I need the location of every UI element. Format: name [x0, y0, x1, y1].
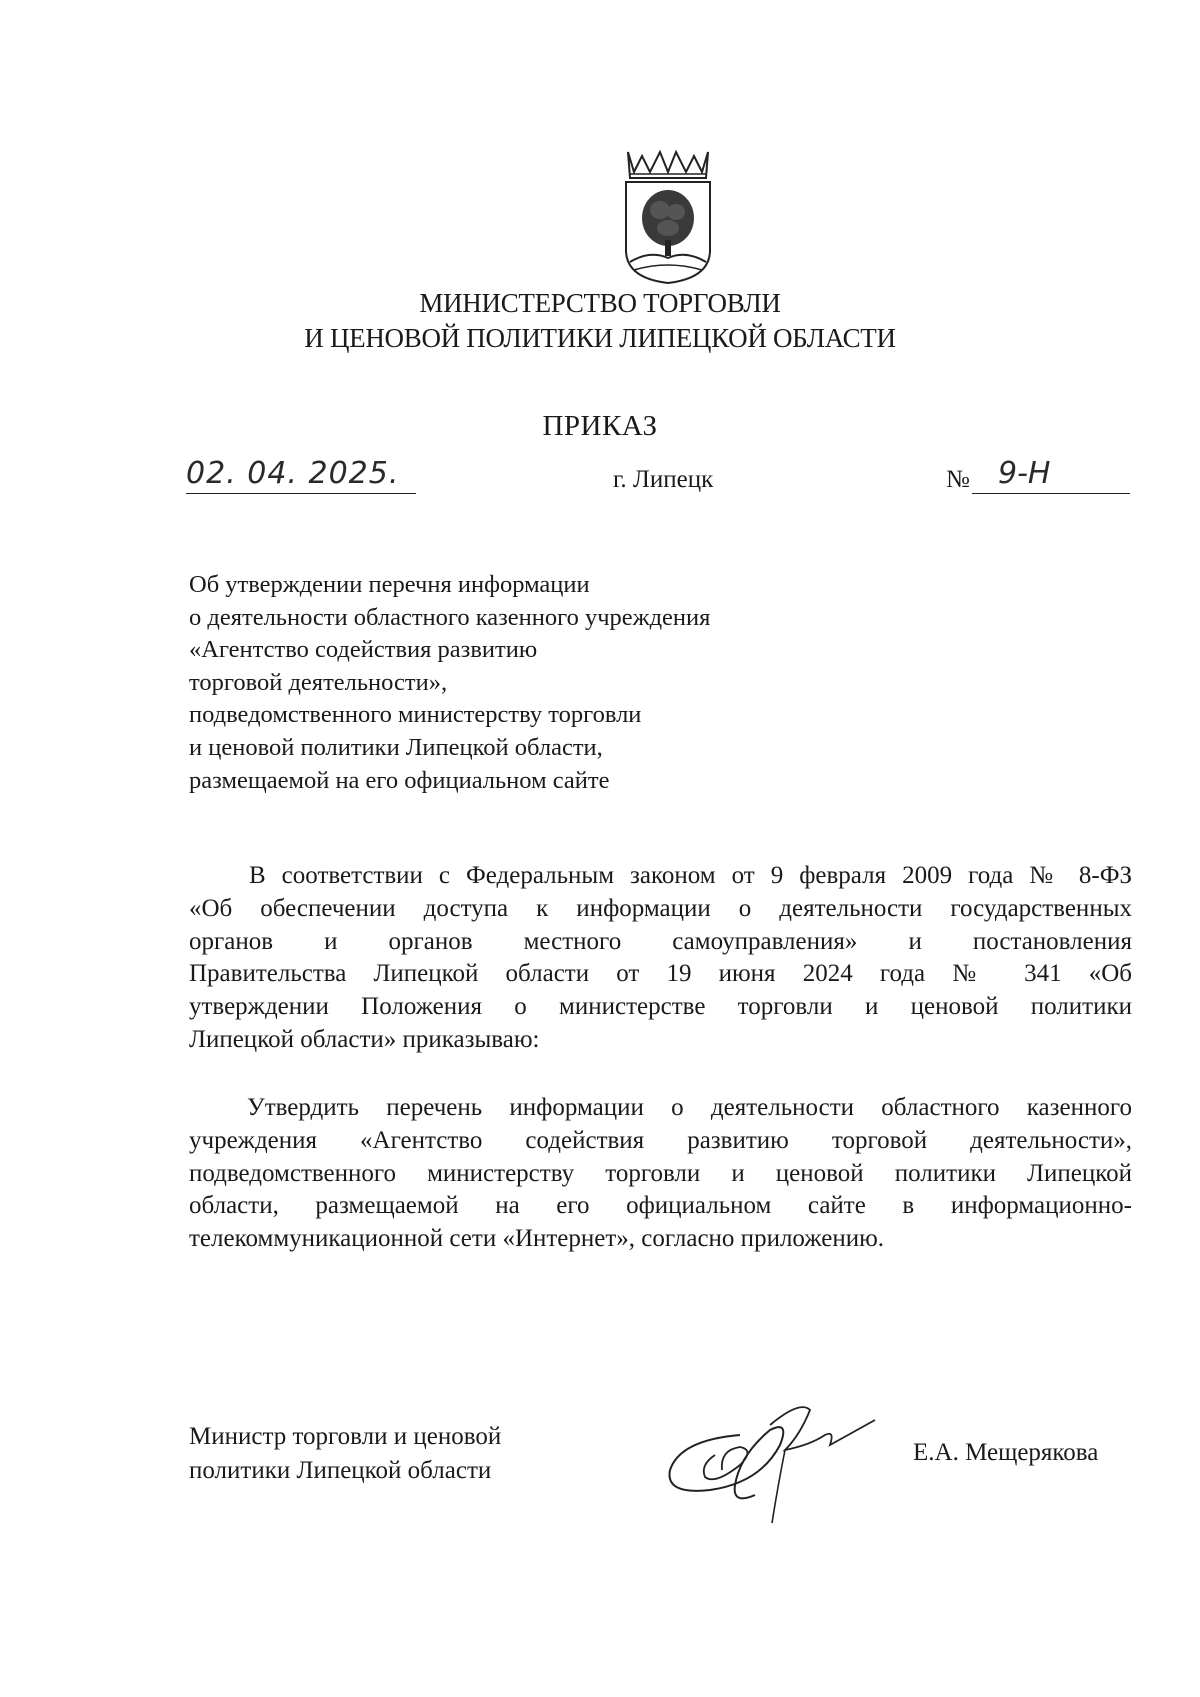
signatory-title-line: Министр торговли и ценовой [189, 1423, 502, 1450]
title-line: торговой деятельности», [189, 668, 448, 696]
document-type: ПРИКАЗ [542, 410, 658, 442]
signatory-title-line: политики Липецкой области [189, 1457, 492, 1484]
order-number: 9-Н [972, 455, 1130, 494]
paragraph-line: В соответствии с Федеральным законом от 9 февраля 2009 года № 8-ФЗ [249, 862, 1132, 889]
paragraph-line: «Об обеспечении доступа к информации о деятельности государственных [189, 894, 1132, 922]
order-title [189, 569, 710, 797]
ministry-name-line2: И ЦЕНОВОЙ ПОЛИТИКИ ЛИПЕЦКОЙ ОБЛАСТИ [304, 323, 896, 353]
paragraph-line: утверждении Положения о министерстве торговли и ценовой политики [189, 993, 1132, 1021]
order-date: 02. 04. 2025. [186, 455, 416, 494]
preamble-paragraph [189, 860, 1132, 1057]
signatory-name: Е.А. Мещерякова [913, 1439, 1099, 1466]
ministry-name-line1: МИНИСТЕРСТВО ТОРГОВЛИ [419, 288, 781, 318]
title-line: размещаемой на его официальном сайте [189, 766, 610, 794]
paragraph-line: Липецкой области» приказываю: [189, 1025, 540, 1053]
paragraph-line: подведомственного министерству торговли и ценовой политики Липецкой [189, 1159, 1132, 1187]
paragraph-line: Утвердить перечень информации о деятельности областного казенного [247, 1094, 1132, 1121]
signatory-title [189, 1420, 501, 1488]
title-line: «Агентство содействия развитию [189, 636, 538, 664]
paragraph-line: области, размещаемой на его официальном сайте в информационно- [189, 1192, 1132, 1220]
title-line: подведомственного министерству торговли [189, 701, 642, 729]
paragraph-line: Правительства Липецкой области от 19 июня 2024 года № 341 «Об [189, 960, 1132, 988]
order-city: г. Липецк [613, 466, 714, 493]
order-paragraph [189, 1092, 1132, 1256]
title-line: о деятельности областного казенного учреждения [189, 603, 711, 631]
paragraph-line: телекоммуникационной сети «Интернет», согласно приложению. [189, 1225, 885, 1253]
paragraph-line: органов и органов местного самоуправления» и постановления [189, 927, 1132, 955]
title-line: Об утверждении перечня информации [189, 571, 590, 598]
title-line: и ценовой политики Липецкой области, [189, 733, 603, 761]
coat-of-arms-icon [620, 150, 716, 285]
paragraph-line: учреждения «Агентство содействия развитию торговой деятельности», [189, 1126, 1132, 1154]
handwritten-signature-icon [660, 1395, 890, 1530]
order-number-sign: № [946, 466, 970, 493]
